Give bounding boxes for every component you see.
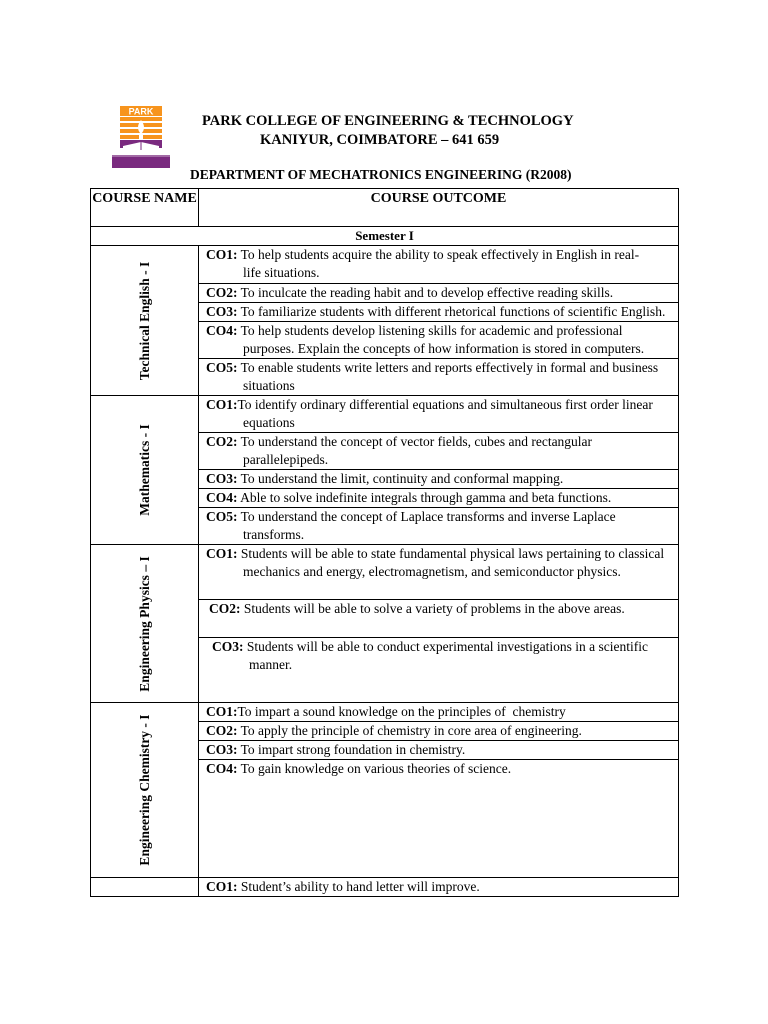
table-row (91, 545, 679, 600)
outcome-code: CO3: (212, 639, 244, 654)
outcome-text: To enable students write letters and reports effectively in formal and business situations (237, 360, 659, 393)
semester-label: Semester I (91, 227, 679, 246)
course-outcome (199, 246, 679, 284)
outcome-text: To identify ordinary differential equations and simultaneous first order linear equations (237, 397, 653, 430)
outcome-text: To help students acquire the ability to speak effectively in English in real- life situations. (237, 247, 656, 280)
course-outcome-table (90, 188, 679, 897)
outcome-text: Student’s ability to hand letter will improve. (237, 879, 480, 894)
course-outcome (199, 470, 679, 489)
course-name-cell (91, 396, 199, 545)
course-name: Technical English - I (136, 261, 152, 380)
course-outcome (199, 322, 679, 359)
outcome-text: To familiarize students with different rhetorical functions of scientific English. (237, 304, 666, 319)
outcome-code: CO2: (206, 434, 238, 449)
course-outcome (199, 878, 679, 897)
table-header-row (91, 189, 679, 227)
outcome-code: CO4: (206, 323, 238, 338)
logo-lettering: PARK (128, 106, 154, 117)
outcome-code: CO4: (206, 761, 238, 776)
outcome-text: To inculcate the reading habit and to develop effective reading skills. (237, 285, 614, 300)
outcome-code: CO3: (206, 304, 238, 319)
course-name-cell (91, 246, 199, 396)
outcome-text: To impart a sound knowledge on the principles of chemistry (237, 704, 566, 719)
outcome-code: CO2: (206, 285, 238, 300)
outcome-code: CO1: (206, 546, 238, 561)
outcome-text: Students will be able to conduct experimental investigations in a scientific manner. (243, 639, 649, 672)
outcome-text: To help students develop listening skills for academic and professional purposes. Explain the concepts of how information is stored in computers. (237, 323, 645, 356)
outcome-code: CO5: (206, 509, 238, 524)
course-outcome (199, 284, 679, 303)
course-outcome (199, 638, 679, 703)
course-outcome (199, 396, 679, 433)
course-name-header: COURSE NAME (91, 189, 199, 227)
outcome-text: Able to solve indefinite integrals through gamma and beta functions. (237, 490, 612, 505)
course-outcome (199, 600, 679, 638)
college-heading (202, 112, 574, 150)
course-outcome (199, 760, 679, 878)
college-address: KANIYUR, COIMBATORE – 641 659 (260, 132, 500, 148)
outcome-text: To understand the limit, continuity and conformal mapping. (237, 471, 564, 486)
table-row (91, 878, 679, 897)
course-outcome (199, 489, 679, 508)
outcome-code: CO2: (206, 723, 238, 738)
outcome-code: CO3: (206, 742, 238, 757)
table-row (91, 396, 679, 433)
outcome-text: Students will be able to state fundamental physical laws pertaining to classical mechanics and energy, electromagnetism, and semiconductor physics. (237, 546, 665, 579)
course-name: Engineering Physics – I (136, 555, 152, 692)
table-row (91, 246, 679, 284)
table-row (91, 703, 679, 722)
outcome-code: CO5: (206, 360, 238, 375)
outcome-code: CO1: (206, 397, 238, 412)
course-outcome (199, 359, 679, 396)
semester-row (91, 227, 679, 246)
outcome-code: CO3: (206, 471, 238, 486)
college-name: PARK COLLEGE OF ENGINEERING & TECHNOLOGY (202, 113, 574, 129)
course-outcome-header: COURSE OUTCOME (199, 189, 679, 227)
outcome-code: CO2: (209, 601, 241, 616)
course-outcome (199, 741, 679, 760)
course-name-cell (91, 878, 199, 897)
outcome-code: CO1: (206, 247, 238, 262)
course-name: Engineering Chemistry - I (136, 714, 152, 866)
course-outcome (199, 508, 679, 545)
outcome-code: CO4: (206, 490, 238, 505)
department-title: DEPARTMENT OF MECHATRONICS ENGINEERING (R2008) (190, 167, 572, 182)
course-outcome (199, 433, 679, 470)
course-outcome (199, 545, 679, 600)
course-name-cell (91, 703, 199, 878)
outcome-text: Students will be able to solve a variety of problems in the above areas. (240, 601, 625, 616)
outcome-text: To understand the concept of vector fields, cubes and rectangular parallelepipeds. (237, 434, 593, 467)
outcome-text: To gain knowledge on various theories of science. (237, 761, 512, 776)
college-logo (112, 106, 170, 168)
course-name: Mathematics - I (136, 424, 152, 516)
outcome-code: CO1: (206, 704, 238, 719)
outcome-text: To impart strong foundation in chemistry. (237, 742, 466, 757)
outcome-text: To apply the principle of chemistry in core area of engineering. (237, 723, 582, 738)
outcome-code: CO1: (206, 879, 238, 894)
outcome-text: To understand the concept of Laplace transforms and inverse Laplace transforms. (237, 509, 616, 542)
course-outcome (199, 722, 679, 741)
course-outcome (199, 303, 679, 322)
course-outcome (199, 703, 679, 722)
course-name-cell (91, 545, 199, 703)
